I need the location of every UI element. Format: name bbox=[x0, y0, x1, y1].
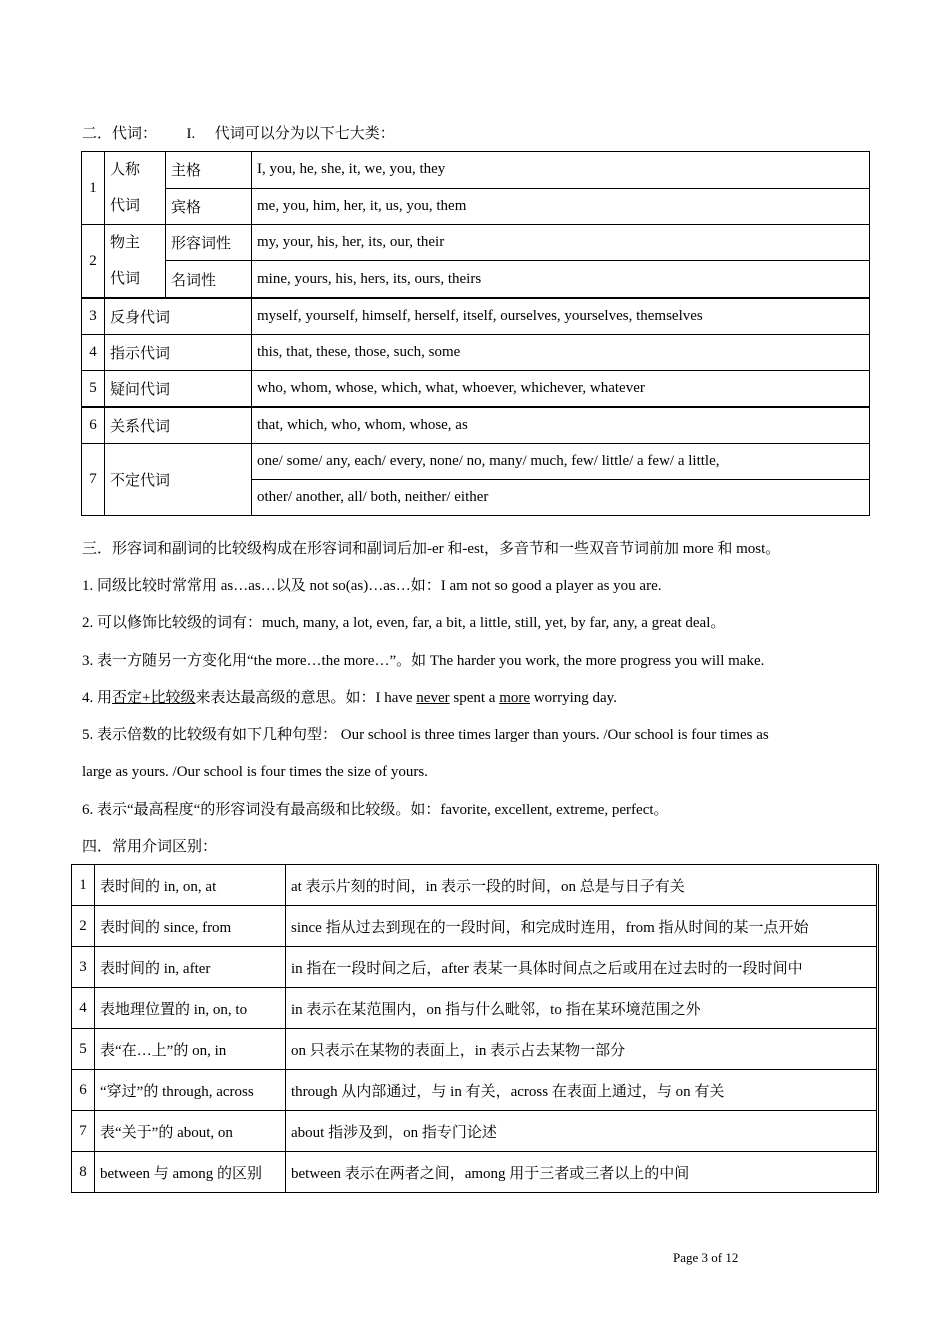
pronoun-table bbox=[81, 151, 870, 516]
topic-cell: between 与 among 的区别 bbox=[95, 1152, 286, 1193]
table-row bbox=[82, 335, 870, 371]
category-cell: 物主 代词 bbox=[105, 225, 166, 299]
table-row bbox=[72, 1029, 878, 1070]
row-number: 6 bbox=[72, 1070, 95, 1111]
row-number: 1 bbox=[72, 865, 95, 906]
subcategory-cell: 形容词性 bbox=[166, 225, 252, 261]
paragraph: 1. 同级比较时常常用 as…as…以及 not so(as)…as…如：I am not so good a player as you are. bbox=[82, 578, 662, 594]
table-row bbox=[72, 1070, 878, 1111]
description-cell: in 表示在某范围内，on 指与什么毗邻，to 指在某环境范围之外 bbox=[286, 988, 878, 1029]
subcategory-cell: 宾格 bbox=[166, 188, 252, 225]
table-row bbox=[82, 188, 870, 225]
category-cell: 关系代词 bbox=[105, 407, 252, 444]
table-row bbox=[72, 906, 878, 947]
paragraph: large as yours. /Our school is four times the size of yours. bbox=[82, 764, 428, 780]
category-cell: 指示代词 bbox=[105, 335, 252, 371]
row-number: 4 bbox=[72, 988, 95, 1029]
value-cell: me, you, him, her, it, us, you, them bbox=[252, 188, 870, 225]
preposition-table bbox=[71, 864, 879, 1193]
paragraph: 5. 表示倍数的比较级有如下几种句型： Our school is three times larger than yours. /Our school is four times as bbox=[82, 727, 769, 743]
subcategory-cell: 主格 bbox=[166, 152, 252, 189]
row-number: 7 bbox=[82, 444, 105, 516]
value-cell: other/ another, all/ both, neither/ either bbox=[252, 480, 870, 516]
description-cell: on 只表示在某物的表面上，in 表示占去某物一部分 bbox=[286, 1029, 878, 1070]
value-cell: who, whom, whose, which, what, whoever, whichever, whatever bbox=[252, 371, 870, 408]
category-cell: 不定代词 bbox=[105, 444, 252, 516]
topic-cell: 表“关于”的 about, on bbox=[95, 1111, 286, 1152]
paragraph: 6. 表示“最高程度“的形容词没有最高级和比较级。如：favorite, excellent, extreme, perfect。 bbox=[82, 802, 669, 818]
topic-cell: 表地理位置的 in, on, to bbox=[95, 988, 286, 1029]
value-cell: that, which, who, whom, whose, as bbox=[252, 407, 870, 444]
table-row bbox=[82, 298, 870, 335]
description-cell: in 指在一段时间之后，after 表某一具体时间点之后或用在过去时的一段时间中 bbox=[286, 947, 878, 988]
category-cell: 疑问代词 bbox=[105, 371, 252, 408]
section2-heading: 二．代词： I. 代词可以分为以下七大类： bbox=[82, 126, 395, 142]
topic-cell: 表时间的 since, from bbox=[95, 906, 286, 947]
row-number: 5 bbox=[72, 1029, 95, 1070]
value-cell: I, you, he, she, it, we, you, they bbox=[252, 152, 870, 189]
row-number: 7 bbox=[72, 1111, 95, 1152]
topic-cell: “穿过”的 through, across bbox=[95, 1070, 286, 1111]
table-row bbox=[72, 1111, 878, 1152]
table-row bbox=[82, 152, 870, 189]
value-cell: this, that, these, those, such, some bbox=[252, 335, 870, 371]
row-number: 2 bbox=[72, 906, 95, 947]
row-number: 1 bbox=[82, 152, 105, 225]
row-number: 3 bbox=[82, 298, 105, 335]
value-cell: my, your, his, her, its, our, their bbox=[252, 225, 870, 261]
row-number: 2 bbox=[82, 225, 105, 299]
topic-cell: 表时间的 in, on, at bbox=[95, 865, 286, 906]
table-row bbox=[72, 988, 878, 1029]
section3-heading: 三．形容词和副词的比较级构成在形容词和副词后加-er 和-est，多音节和一些双音节词前加 more 和 most。 bbox=[82, 541, 781, 557]
description-cell: between 表示在两者之间，among 用于三者或三者以上的中间 bbox=[286, 1152, 878, 1193]
description-cell: at 表示片刻的时间，in 表示一段的时间，on 总是与日子有关 bbox=[286, 865, 878, 906]
page-number: Page 3 of 12 bbox=[673, 1250, 739, 1265]
row-number: 4 bbox=[82, 335, 105, 371]
table-row bbox=[72, 1152, 878, 1193]
description-cell: through 从内部通过，与 in 有关，across 在表面上通过，与 on 有关 bbox=[286, 1070, 878, 1111]
description-cell: since 指从过去到现在的一段时间，和完成时连用，from 指从时间的某一点开始 bbox=[286, 906, 878, 947]
table-row bbox=[82, 371, 870, 408]
row-number: 6 bbox=[82, 407, 105, 444]
topic-cell: 表时间的 in, after bbox=[95, 947, 286, 988]
row-number: 3 bbox=[72, 947, 95, 988]
category-cell: 人称 代词 bbox=[105, 152, 166, 225]
table-row bbox=[82, 261, 870, 298]
subcategory-cell: 名词性 bbox=[166, 261, 252, 298]
value-cell: mine, yours, his, hers, its, ours, theirs bbox=[252, 261, 870, 298]
row-number: 8 bbox=[72, 1152, 95, 1193]
description-cell: about 指涉及到，on 指专门论述 bbox=[286, 1111, 878, 1152]
table-row bbox=[72, 947, 878, 988]
category-cell: 反身代词 bbox=[105, 298, 252, 335]
table-row bbox=[82, 444, 870, 480]
table-row bbox=[72, 865, 878, 906]
paragraph: 2. 可以修饰比较级的词有：much, many, a lot, even, far, a bit, a little, still, yet, by far, any, a great deal。 bbox=[82, 615, 726, 631]
section4-heading: 四．常用介词区别： bbox=[82, 839, 218, 855]
paragraph: 3. 表一方随另一方变化用“the more…the more…”。如 The harder you work, the more progress you will make. bbox=[82, 653, 765, 669]
topic-cell: 表“在…上”的 on, in bbox=[95, 1029, 286, 1070]
paragraph: 4. 用否定+比较级来表达最高级的意思。如：I have never spent a more worrying day. bbox=[82, 690, 617, 706]
table-row bbox=[82, 225, 870, 261]
table-row bbox=[82, 407, 870, 444]
row-number: 5 bbox=[82, 371, 105, 408]
value-cell: one/ some/ any, each/ every, none/ no, many/ much, few/ little/ a few/ a little, bbox=[252, 444, 870, 480]
value-cell: myself, yourself, himself, herself, itself, ourselves, yourselves, themselves bbox=[252, 298, 870, 335]
